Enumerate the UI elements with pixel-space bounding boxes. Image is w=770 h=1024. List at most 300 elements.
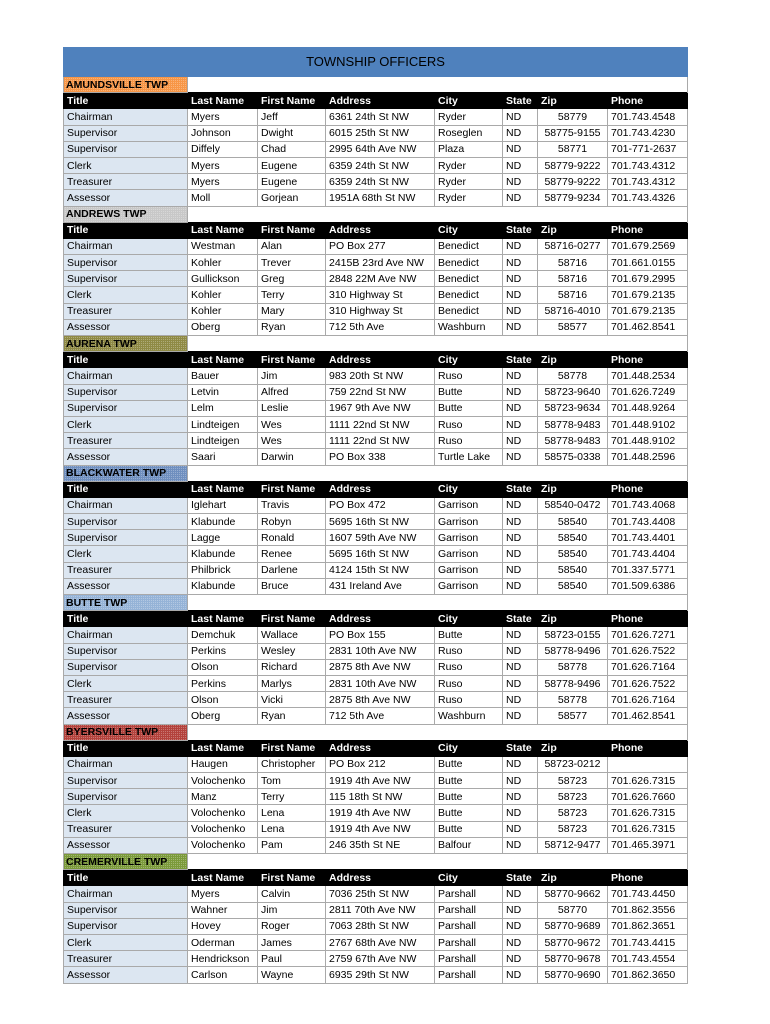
section-name: BLACKWATER TWP xyxy=(64,465,188,481)
officer-zip: 58723 xyxy=(538,805,608,821)
officer-address: 1919 4th Ave NW xyxy=(326,773,435,789)
officer-title: Chairman xyxy=(64,368,188,384)
sheet-title: TOWNSHIP OFFICERS xyxy=(64,48,688,77)
officer-address: 2759 67th Ave NW xyxy=(326,951,435,967)
officer-address: 6935 29th St NW xyxy=(326,967,435,983)
officer-city: Butte xyxy=(435,756,503,772)
officer-city: Garrison xyxy=(435,546,503,562)
officer-phone: 701.448.2534 xyxy=(608,368,688,384)
officer-zip: 58779 xyxy=(538,109,608,125)
officer-row xyxy=(64,271,688,287)
officers-table xyxy=(63,47,688,984)
column-header-city: City xyxy=(435,93,503,109)
officer-city: Ruso xyxy=(435,659,503,675)
column-header-zip: Zip xyxy=(538,740,608,756)
officer-first-name: Roger xyxy=(258,918,326,934)
officer-title: Supervisor xyxy=(64,918,188,934)
officer-first-name: Terry xyxy=(258,789,326,805)
officer-title: Supervisor xyxy=(64,773,188,789)
officer-first-name: Darlene xyxy=(258,562,326,578)
officer-address: PO Box 277 xyxy=(326,238,435,254)
officer-title: Supervisor xyxy=(64,400,188,416)
officer-zip: 58575-0338 xyxy=(538,449,608,465)
officer-city: Ruso xyxy=(435,416,503,432)
officer-last-name: Manz xyxy=(188,789,258,805)
officer-zip: 58716 xyxy=(538,255,608,271)
officer-last-name: Philbrick xyxy=(188,562,258,578)
officer-title: Assessor xyxy=(64,319,188,335)
officer-zip: 58540 xyxy=(538,562,608,578)
column-header-address: Address xyxy=(326,352,435,368)
officer-city: Parshall xyxy=(435,951,503,967)
officer-address: PO Box 212 xyxy=(326,756,435,772)
officer-title: Clerk xyxy=(64,287,188,303)
section-spacer xyxy=(188,854,688,870)
officer-first-name: Terry xyxy=(258,287,326,303)
officer-city: Butte xyxy=(435,400,503,416)
officer-phone: 701.626.7522 xyxy=(608,675,688,691)
column-header-zip: Zip xyxy=(538,222,608,238)
officer-state: ND xyxy=(503,238,538,254)
officer-first-name: Tom xyxy=(258,773,326,789)
officer-state: ND xyxy=(503,271,538,287)
officer-title: Chairman xyxy=(64,886,188,902)
officer-zip: 58716-0277 xyxy=(538,238,608,254)
officer-row xyxy=(64,643,688,659)
officer-first-name: Wayne xyxy=(258,967,326,983)
officer-city: Garrison xyxy=(435,530,503,546)
officer-first-name: Jim xyxy=(258,902,326,918)
officer-state: ND xyxy=(503,675,538,691)
column-header-phone: Phone xyxy=(608,481,688,497)
officer-city: Garrison xyxy=(435,514,503,530)
officer-row xyxy=(64,837,688,853)
officer-address: 1967 9th Ave NW xyxy=(326,400,435,416)
column-header-phone: Phone xyxy=(608,93,688,109)
officer-city: Ryder xyxy=(435,190,503,206)
officer-phone: 701.862.3650 xyxy=(608,967,688,983)
officer-state: ND xyxy=(503,967,538,983)
column-header-last-name: Last Name xyxy=(188,870,258,886)
officer-row xyxy=(64,174,688,190)
officer-row xyxy=(64,708,688,724)
officer-phone: 701.462.8541 xyxy=(608,319,688,335)
officer-address: 2831 10th Ave NW xyxy=(326,675,435,691)
officer-zip: 58778-9483 xyxy=(538,433,608,449)
officer-first-name: Lena xyxy=(258,821,326,837)
column-header-row xyxy=(64,740,688,756)
column-header-row xyxy=(64,222,688,238)
officer-zip: 58770-9689 xyxy=(538,918,608,934)
officer-last-name: Myers xyxy=(188,109,258,125)
officer-state: ND xyxy=(503,821,538,837)
officer-row xyxy=(64,951,688,967)
officer-last-name: Diffely xyxy=(188,141,258,157)
officer-last-name: Perkins xyxy=(188,643,258,659)
officer-title: Treasurer xyxy=(64,174,188,190)
column-header-city: City xyxy=(435,352,503,368)
officer-row xyxy=(64,287,688,303)
officer-title: Treasurer xyxy=(64,821,188,837)
officer-phone: 701.743.4312 xyxy=(608,157,688,173)
column-header-title: Title xyxy=(64,611,188,627)
officer-address: PO Box 472 xyxy=(326,497,435,513)
officer-address: 1919 4th Ave NW xyxy=(326,821,435,837)
officer-first-name: Richard xyxy=(258,659,326,675)
officer-row xyxy=(64,530,688,546)
officer-title: Supervisor xyxy=(64,514,188,530)
officer-title: Assessor xyxy=(64,578,188,594)
officer-title: Supervisor xyxy=(64,141,188,157)
officer-title: Supervisor xyxy=(64,643,188,659)
officer-last-name: Volochenko xyxy=(188,805,258,821)
officer-zip: 58770-9662 xyxy=(538,886,608,902)
officer-zip: 58577 xyxy=(538,708,608,724)
section-header-row xyxy=(64,336,688,352)
officer-row xyxy=(64,934,688,950)
officer-zip: 58723-0212 xyxy=(538,756,608,772)
column-header-address: Address xyxy=(326,93,435,109)
officer-phone: 701.743.4404 xyxy=(608,546,688,562)
officer-state: ND xyxy=(503,141,538,157)
officer-address: 1607 59th Ave NW xyxy=(326,530,435,546)
officer-row xyxy=(64,449,688,465)
officer-first-name: Greg xyxy=(258,271,326,287)
officer-address: 310 Highway St xyxy=(326,303,435,319)
officer-phone: 701.626.7164 xyxy=(608,659,688,675)
officer-last-name: Kohler xyxy=(188,255,258,271)
officer-title: Chairman xyxy=(64,756,188,772)
officer-last-name: Westman xyxy=(188,238,258,254)
officer-phone: 701.743.4408 xyxy=(608,514,688,530)
officer-city: Ruso xyxy=(435,368,503,384)
column-header-phone: Phone xyxy=(608,870,688,886)
officer-title: Chairman xyxy=(64,627,188,643)
officer-phone: 701.448.9102 xyxy=(608,416,688,432)
officer-title: Supervisor xyxy=(64,271,188,287)
officer-first-name: Alfred xyxy=(258,384,326,400)
column-header-address: Address xyxy=(326,740,435,756)
column-header-state: State xyxy=(503,481,538,497)
column-header-first-name: First Name xyxy=(258,611,326,627)
officer-last-name: Kohler xyxy=(188,303,258,319)
officer-phone: 701-771-2637 xyxy=(608,141,688,157)
officer-city: Washburn xyxy=(435,319,503,335)
officer-zip: 58577 xyxy=(538,319,608,335)
officer-address: PO Box 155 xyxy=(326,627,435,643)
officer-last-name: Oberg xyxy=(188,708,258,724)
officer-address: 2811 70th Ave NW xyxy=(326,902,435,918)
officer-phone: 701.448.9264 xyxy=(608,400,688,416)
officer-row xyxy=(64,319,688,335)
column-header-state: State xyxy=(503,93,538,109)
officer-zip: 58540 xyxy=(538,514,608,530)
officer-last-name: Bauer xyxy=(188,368,258,384)
column-header-zip: Zip xyxy=(538,481,608,497)
officer-title: Clerk xyxy=(64,675,188,691)
section-header-row xyxy=(64,465,688,481)
officer-city: Ryder xyxy=(435,174,503,190)
officer-address: 6359 24th St NW xyxy=(326,174,435,190)
officer-last-name: Wahner xyxy=(188,902,258,918)
officer-city: Butte xyxy=(435,805,503,821)
column-header-phone: Phone xyxy=(608,611,688,627)
officer-first-name: Chad xyxy=(258,141,326,157)
officer-address: 5695 16th St NW xyxy=(326,514,435,530)
officer-last-name: Oderman xyxy=(188,934,258,950)
officer-phone: 701.626.7315 xyxy=(608,773,688,789)
officer-zip: 58723-9634 xyxy=(538,400,608,416)
officer-state: ND xyxy=(503,659,538,675)
officer-zip: 58723-0155 xyxy=(538,627,608,643)
officer-city: Parshall xyxy=(435,902,503,918)
officer-first-name: Bruce xyxy=(258,578,326,594)
officer-first-name: Renee xyxy=(258,546,326,562)
officer-title: Supervisor xyxy=(64,789,188,805)
officer-row xyxy=(64,546,688,562)
officer-phone: 701.743.4326 xyxy=(608,190,688,206)
officer-phone: 701.743.4068 xyxy=(608,497,688,513)
officer-last-name: Klabunde xyxy=(188,546,258,562)
section-header-row xyxy=(64,206,688,222)
officer-state: ND xyxy=(503,530,538,546)
officer-first-name: Jeff xyxy=(258,109,326,125)
officer-title: Clerk xyxy=(64,416,188,432)
officer-zip: 58770-9690 xyxy=(538,967,608,983)
officer-state: ND xyxy=(503,902,538,918)
officer-last-name: Myers xyxy=(188,157,258,173)
officer-phone: 701.679.2135 xyxy=(608,287,688,303)
officer-last-name: Myers xyxy=(188,886,258,902)
officer-phone: 701.743.4548 xyxy=(608,109,688,125)
officer-first-name: Paul xyxy=(258,951,326,967)
officer-phone: 701.661.0155 xyxy=(608,255,688,271)
officer-last-name: Lelm xyxy=(188,400,258,416)
officer-last-name: Gullickson xyxy=(188,271,258,287)
officer-zip: 58770-9672 xyxy=(538,934,608,950)
officer-zip: 58540 xyxy=(538,578,608,594)
officer-zip: 58778-9496 xyxy=(538,643,608,659)
officer-city: Butte xyxy=(435,789,503,805)
officer-city: Garrison xyxy=(435,578,503,594)
officer-row xyxy=(64,384,688,400)
officer-zip: 58771 xyxy=(538,141,608,157)
column-header-title: Title xyxy=(64,93,188,109)
officer-address: 983 20th St NW xyxy=(326,368,435,384)
column-header-address: Address xyxy=(326,870,435,886)
officer-address: 2767 68th Ave NW xyxy=(326,934,435,950)
officer-first-name: Leslie xyxy=(258,400,326,416)
officer-last-name: Olson xyxy=(188,692,258,708)
officer-state: ND xyxy=(503,708,538,724)
officer-state: ND xyxy=(503,643,538,659)
officer-phone: 701.679.2135 xyxy=(608,303,688,319)
officer-row xyxy=(64,238,688,254)
officer-last-name: Oberg xyxy=(188,319,258,335)
column-header-zip: Zip xyxy=(538,352,608,368)
column-header-last-name: Last Name xyxy=(188,222,258,238)
section-name: AURENA TWP xyxy=(64,336,188,352)
officer-phone: 701.743.4230 xyxy=(608,125,688,141)
officer-city: Benedict xyxy=(435,287,503,303)
officer-address: 2995 64th Ave NW xyxy=(326,141,435,157)
officer-state: ND xyxy=(503,255,538,271)
officer-phone xyxy=(608,756,688,772)
officer-row xyxy=(64,125,688,141)
column-header-state: State xyxy=(503,611,538,627)
officer-address: 2848 22M Ave NW xyxy=(326,271,435,287)
officer-title: Treasurer xyxy=(64,303,188,319)
section-header-row xyxy=(64,77,688,93)
officer-row xyxy=(64,190,688,206)
officer-state: ND xyxy=(503,157,538,173)
officer-first-name: Wesley xyxy=(258,643,326,659)
officer-title: Assessor xyxy=(64,708,188,724)
officer-title: Supervisor xyxy=(64,255,188,271)
officer-state: ND xyxy=(503,384,538,400)
officer-last-name: Hendrickson xyxy=(188,951,258,967)
column-header-first-name: First Name xyxy=(258,870,326,886)
officer-address: 115 18th St NW xyxy=(326,789,435,805)
officer-last-name: Iglehart xyxy=(188,497,258,513)
officer-title: Assessor xyxy=(64,837,188,853)
section-header-row xyxy=(64,854,688,870)
column-header-title: Title xyxy=(64,222,188,238)
officer-zip: 58775-9155 xyxy=(538,125,608,141)
officer-city: Ryder xyxy=(435,157,503,173)
officer-state: ND xyxy=(503,433,538,449)
officer-city: Garrison xyxy=(435,497,503,513)
officer-city: Ryder xyxy=(435,109,503,125)
officer-city: Benedict xyxy=(435,238,503,254)
officer-first-name: Wallace xyxy=(258,627,326,643)
column-header-zip: Zip xyxy=(538,93,608,109)
officer-first-name: Robyn xyxy=(258,514,326,530)
column-header-last-name: Last Name xyxy=(188,93,258,109)
officer-first-name: Trever xyxy=(258,255,326,271)
officer-city: Butte xyxy=(435,773,503,789)
officer-city: Balfour xyxy=(435,837,503,853)
officer-zip: 58778 xyxy=(538,692,608,708)
officer-first-name: Travis xyxy=(258,497,326,513)
column-header-first-name: First Name xyxy=(258,352,326,368)
column-header-last-name: Last Name xyxy=(188,611,258,627)
officer-zip: 58540-0472 xyxy=(538,497,608,513)
officer-state: ND xyxy=(503,951,538,967)
officer-row xyxy=(64,805,688,821)
officer-row xyxy=(64,918,688,934)
officer-row xyxy=(64,109,688,125)
officer-last-name: Klabunde xyxy=(188,578,258,594)
section-header-row xyxy=(64,595,688,611)
officer-zip: 58723 xyxy=(538,821,608,837)
officer-phone: 701.462.8541 xyxy=(608,708,688,724)
officer-state: ND xyxy=(503,756,538,772)
officer-address: 5695 16th St NW xyxy=(326,546,435,562)
officer-address: 7036 25th St NW xyxy=(326,886,435,902)
column-header-state: State xyxy=(503,222,538,238)
section-header-row xyxy=(64,724,688,740)
officer-title: Treasurer xyxy=(64,951,188,967)
section-name: CREMERVILLE TWP xyxy=(64,854,188,870)
column-header-last-name: Last Name xyxy=(188,481,258,497)
officer-title: Supervisor xyxy=(64,384,188,400)
column-header-phone: Phone xyxy=(608,222,688,238)
officer-first-name: Eugene xyxy=(258,174,326,190)
column-header-last-name: Last Name xyxy=(188,352,258,368)
column-header-first-name: First Name xyxy=(258,740,326,756)
officer-address: 1111 22nd St NW xyxy=(326,416,435,432)
officer-row xyxy=(64,902,688,918)
officer-row xyxy=(64,659,688,675)
officer-state: ND xyxy=(503,514,538,530)
officer-city: Parshall xyxy=(435,886,503,902)
officer-state: ND xyxy=(503,303,538,319)
section-name: BUTTE TWP xyxy=(64,595,188,611)
officer-title: Chairman xyxy=(64,238,188,254)
officer-first-name: Alan xyxy=(258,238,326,254)
officer-zip: 58778 xyxy=(538,659,608,675)
section-name: ANDREWS TWP xyxy=(64,206,188,222)
officer-city: Ruso xyxy=(435,433,503,449)
officer-last-name: Carlson xyxy=(188,967,258,983)
officer-state: ND xyxy=(503,109,538,125)
officer-address: 6359 24th St NW xyxy=(326,157,435,173)
officer-zip: 58770-9678 xyxy=(538,951,608,967)
officer-row xyxy=(64,141,688,157)
officer-phone: 701.626.7164 xyxy=(608,692,688,708)
officer-row xyxy=(64,821,688,837)
officer-zip: 58716 xyxy=(538,287,608,303)
officer-title: Assessor xyxy=(64,967,188,983)
officer-address: 431 Ireland Ave xyxy=(326,578,435,594)
officer-state: ND xyxy=(503,368,538,384)
column-header-zip: Zip xyxy=(538,611,608,627)
officer-phone: 701.626.7660 xyxy=(608,789,688,805)
officer-last-name: Myers xyxy=(188,174,258,190)
officer-address: 712 5th Ave xyxy=(326,319,435,335)
officer-address: 6015 25th St NW xyxy=(326,125,435,141)
column-header-city: City xyxy=(435,222,503,238)
officer-row xyxy=(64,692,688,708)
section-spacer xyxy=(188,724,688,740)
officer-first-name: Wes xyxy=(258,433,326,449)
officer-address: 759 22nd St NW xyxy=(326,384,435,400)
officer-state: ND xyxy=(503,416,538,432)
officer-row xyxy=(64,157,688,173)
officer-first-name: Ryan xyxy=(258,319,326,335)
section-spacer xyxy=(188,336,688,352)
officer-first-name: Vicki xyxy=(258,692,326,708)
officer-address: 712 5th Ave xyxy=(326,708,435,724)
officer-zip: 58723 xyxy=(538,773,608,789)
officer-last-name: Klabunde xyxy=(188,514,258,530)
officer-row xyxy=(64,967,688,983)
section-name: AMUNDSVILLE TWP xyxy=(64,77,188,93)
officer-address: 6361 24th St NW xyxy=(326,109,435,125)
officer-title: Chairman xyxy=(64,109,188,125)
officer-city: Butte xyxy=(435,627,503,643)
column-header-address: Address xyxy=(326,611,435,627)
officer-row xyxy=(64,400,688,416)
officer-first-name: Marlys xyxy=(258,675,326,691)
officer-first-name: Wes xyxy=(258,416,326,432)
officer-state: ND xyxy=(503,773,538,789)
officer-first-name: Gorjean xyxy=(258,190,326,206)
officer-state: ND xyxy=(503,190,538,206)
officer-row xyxy=(64,773,688,789)
officer-address: 2415B 23rd Ave NW xyxy=(326,255,435,271)
